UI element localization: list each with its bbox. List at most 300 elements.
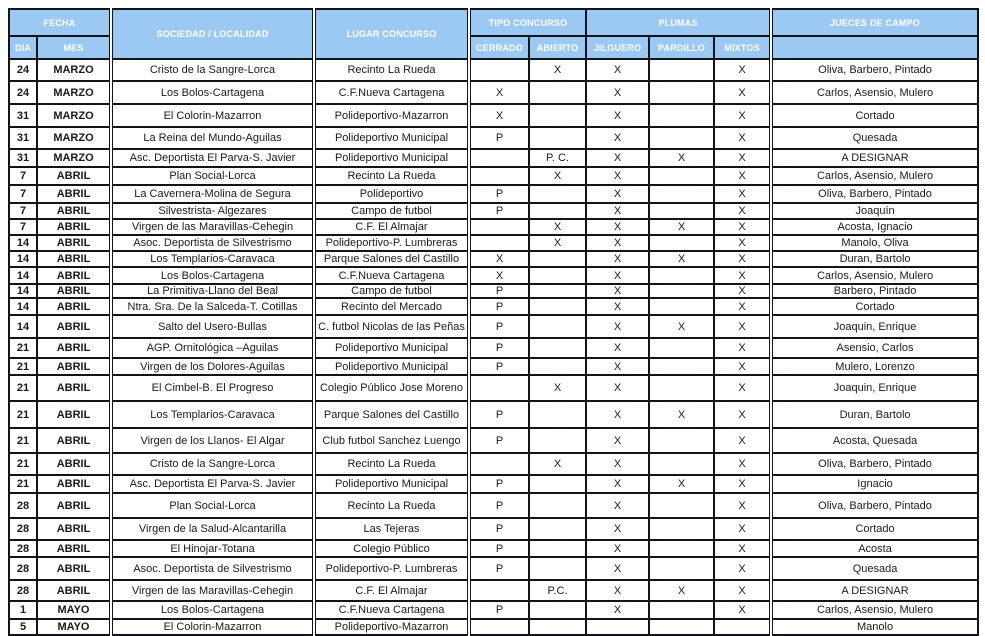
table-row [9, 493, 978, 518]
cell-cerrado [469, 235, 529, 251]
table-row [9, 298, 978, 315]
cell-mes: MARZO [37, 104, 111, 127]
cell-pardillo [649, 81, 714, 104]
cell-jilguero: X [586, 540, 649, 557]
table-row [9, 518, 978, 540]
cell-mixtos: X [714, 493, 771, 518]
cell-cerrado: P [469, 518, 529, 540]
cell-abierto [529, 493, 586, 518]
cell-cerrado: X [469, 267, 529, 284]
cell-pardillo [649, 619, 714, 635]
cell-mes: MARZO [37, 127, 111, 149]
cell-cerrado: P [469, 475, 529, 493]
cell-mes: ABRIL [37, 251, 111, 267]
cell-cerrado: P [469, 203, 529, 219]
cell-jueces: Mulero, Lorenzo [771, 358, 978, 375]
cell-mixtos: X [714, 127, 771, 149]
cell-dia: 14 [9, 267, 37, 284]
cell-abierto [529, 127, 586, 149]
table-row [9, 557, 978, 580]
cell-lugar: Polideportivo-Mazarron [314, 104, 469, 127]
cell-jilguero: X [586, 601, 649, 619]
cell-mes: ABRIL [37, 315, 111, 338]
cell-dia: 24 [9, 59, 37, 81]
cell-lugar: Las Tejeras [314, 518, 469, 540]
cell-cerrado [469, 375, 529, 401]
cell-abierto [529, 315, 586, 338]
cell-abierto [529, 540, 586, 557]
cell-dia: 7 [9, 167, 37, 185]
cell-lugar: Polideportivo-P. Lumbreras [314, 235, 469, 251]
cell-cerrado [469, 167, 529, 185]
cell-abierto [529, 81, 586, 104]
table-row [9, 619, 978, 635]
cell-jueces: Acosta, Quesada [771, 428, 978, 453]
cell-cerrado: P [469, 127, 529, 149]
cell-pardillo [649, 284, 714, 298]
cell-jueces: Ignacio [771, 475, 978, 493]
cell-jilguero: X [586, 428, 649, 453]
header-group-row [9, 9, 978, 36]
cell-sociedad: El Cimbel-B. El Progreso [111, 375, 314, 401]
cell-dia: 28 [9, 540, 37, 557]
cell-pardillo [649, 338, 714, 358]
cell-jueces: Quesada [771, 127, 978, 149]
cell-mixtos: X [714, 601, 771, 619]
cell-jilguero [586, 619, 649, 635]
cell-jueces: Oliva, Barbero, Pintado [771, 185, 978, 203]
cell-abierto [529, 401, 586, 428]
cell-jueces: Cortado [771, 104, 978, 127]
cell-abierto: X [529, 235, 586, 251]
contest-schedule-table [8, 8, 979, 636]
cell-pardillo [649, 59, 714, 81]
cell-sociedad: Plan Social-Lorca [111, 493, 314, 518]
cell-pardillo [649, 235, 714, 251]
cell-lugar: Polideportivo Municipal [314, 358, 469, 375]
header-mes: MES [37, 36, 111, 59]
cell-sociedad: Silvestrista- Algezares [111, 203, 314, 219]
cell-sociedad: Asc. Deportista El Parva-S. Javier [111, 475, 314, 493]
cell-lugar: C.F.Nueva Cartagena [314, 267, 469, 284]
cell-mixtos: X [714, 267, 771, 284]
cell-abierto [529, 557, 586, 580]
cell-dia: 14 [9, 284, 37, 298]
cell-jilguero: X [586, 59, 649, 81]
cell-sociedad: Virgen de los Dolores-Aguilas [111, 358, 314, 375]
cell-abierto [529, 518, 586, 540]
cell-jilguero: X [586, 518, 649, 540]
table-row [9, 127, 978, 149]
cell-dia: 31 [9, 149, 37, 167]
cell-jueces: Duran, Bartolo [771, 251, 978, 267]
cell-sociedad: El Colorin-Mazarron [111, 619, 314, 635]
table-row [9, 338, 978, 358]
cell-abierto [529, 338, 586, 358]
cell-mes: ABRIL [37, 267, 111, 284]
cell-jilguero: X [586, 284, 649, 298]
cell-jueces: A DESIGNAR [771, 580, 978, 601]
cell-dia: 31 [9, 127, 37, 149]
cell-mixtos: X [714, 284, 771, 298]
cell-pardillo [649, 601, 714, 619]
cell-sociedad: Ntra. Sra. De la Salceda-T. Cotillas [111, 298, 314, 315]
table-row [9, 601, 978, 619]
cell-jilguero: X [586, 127, 649, 149]
cell-abierto [529, 185, 586, 203]
cell-cerrado [469, 619, 529, 635]
cell-jueces: Asensio, Carlos [771, 338, 978, 358]
table-row [9, 401, 978, 428]
cell-pardillo [649, 375, 714, 401]
cell-jilguero: X [586, 167, 649, 185]
table-row [9, 185, 978, 203]
cell-jilguero: X [586, 315, 649, 338]
cell-mes: MARZO [37, 59, 111, 81]
cell-jueces: Carlos, Asensio, Mulero [771, 601, 978, 619]
cell-lugar: Recinto La Rueda [314, 59, 469, 81]
cell-abierto: X [529, 59, 586, 81]
cell-mes: ABRIL [37, 518, 111, 540]
cell-lugar: Polideportivo Municipal [314, 475, 469, 493]
cell-lugar: Campo de futbol [314, 203, 469, 219]
cell-mes: ABRIL [37, 298, 111, 315]
cell-jueces: Oliva, Barbero, Pintado [771, 493, 978, 518]
cell-cerrado: P [469, 284, 529, 298]
cell-jilguero: X [586, 149, 649, 167]
cell-pardillo [649, 453, 714, 475]
cell-mixtos: X [714, 59, 771, 81]
cell-lugar: C.F. El Almajar [314, 219, 469, 235]
cell-mixtos: X [714, 401, 771, 428]
cell-mixtos: X [714, 428, 771, 453]
cell-jueces: A DESIGNAR [771, 149, 978, 167]
cell-dia: 7 [9, 185, 37, 203]
cell-dia: 28 [9, 580, 37, 601]
cell-cerrado [469, 453, 529, 475]
cell-lugar: Polideportivo-Mazarron [314, 619, 469, 635]
cell-dia: 1 [9, 601, 37, 619]
cell-abierto: X [529, 453, 586, 475]
cell-dia: 21 [9, 358, 37, 375]
cell-jueces: Acosta [771, 540, 978, 557]
cell-mes: ABRIL [37, 453, 111, 475]
header-tipo-concurso: TIPO CONCURSO [469, 9, 586, 36]
table-row [9, 375, 978, 401]
cell-cerrado: P [469, 557, 529, 580]
cell-mes: MAYO [37, 601, 111, 619]
cell-sociedad: Virgen de la Salud-Alcantarilla [111, 518, 314, 540]
cell-mes: ABRIL [37, 219, 111, 235]
cell-lugar: C.F. El Almajar [314, 580, 469, 601]
cell-jueces: Duran, Bartolo [771, 401, 978, 428]
cell-pardillo: X [649, 149, 714, 167]
cell-jilguero: X [586, 251, 649, 267]
cell-jueces: Carlos, Asensio, Mulero [771, 167, 978, 185]
table-row [9, 104, 978, 127]
cell-jueces: Oliva, Barbero, Pintado [771, 453, 978, 475]
cell-jueces: Quesada [771, 557, 978, 580]
cell-lugar: C. futbol Nicolas de las Peñas [314, 315, 469, 338]
cell-jueces: Manolo [771, 619, 978, 635]
header-mixtos: MIXTOS [714, 36, 771, 59]
cell-jilguero: X [586, 493, 649, 518]
cell-cerrado [469, 580, 529, 601]
cell-pardillo: X [649, 475, 714, 493]
table-row [9, 284, 978, 298]
table-row [9, 167, 978, 185]
cell-jueces: Joaquín [771, 203, 978, 219]
cell-mixtos: X [714, 167, 771, 185]
cell-jilguero: X [586, 375, 649, 401]
cell-jilguero: X [586, 219, 649, 235]
cell-abierto: X [529, 219, 586, 235]
cell-jueces: Carlos, Asensio, Mulero [771, 81, 978, 104]
cell-mes: ABRIL [37, 284, 111, 298]
cell-jueces: Carlos, Asensio, Mulero [771, 267, 978, 284]
cell-abierto [529, 104, 586, 127]
cell-dia: 5 [9, 619, 37, 635]
cell-mixtos: X [714, 338, 771, 358]
cell-dia: 21 [9, 428, 37, 453]
cell-pardillo [649, 557, 714, 580]
table-body [9, 59, 978, 635]
cell-jilguero: X [586, 557, 649, 580]
cell-cerrado: P [469, 315, 529, 338]
cell-dia: 7 [9, 203, 37, 219]
cell-lugar: Polideportivo Municipal [314, 338, 469, 358]
cell-lugar: Recinto del Mercado [314, 298, 469, 315]
header-pardillo: PARDILLO [649, 36, 714, 59]
cell-abierto: P.C. [529, 580, 586, 601]
header-plumas: PLUMAS [586, 9, 771, 36]
cell-jueces: Acosta, Ignacio [771, 219, 978, 235]
table-row [9, 540, 978, 557]
cell-pardillo [649, 127, 714, 149]
cell-pardillo: X [649, 580, 714, 601]
header-jueces-sub-empty [771, 36, 978, 59]
table-row [9, 203, 978, 219]
cell-cerrado [469, 149, 529, 167]
cell-mes: MARZO [37, 81, 111, 104]
cell-lugar: Parque Salones del Castillo [314, 401, 469, 428]
cell-sociedad: Virgen de los Llanos- El Algar [111, 428, 314, 453]
cell-lugar: Parque Salones del Castillo [314, 251, 469, 267]
cell-pardillo [649, 518, 714, 540]
cell-dia: 28 [9, 518, 37, 540]
cell-pardillo [649, 493, 714, 518]
cell-cerrado: P [469, 338, 529, 358]
cell-sociedad: El Colorin-Mazarron [111, 104, 314, 127]
cell-sociedad: Cristo de la Sangre-Lorca [111, 453, 314, 475]
cell-lugar: Colegio Público [314, 540, 469, 557]
cell-cerrado [469, 219, 529, 235]
cell-pardillo [649, 203, 714, 219]
cell-mixtos: X [714, 149, 771, 167]
cell-mixtos: X [714, 185, 771, 203]
cell-jilguero: X [586, 185, 649, 203]
cell-abierto [529, 619, 586, 635]
header-sociedad-localidad: SOCIEDAD / LOCALIDAD [111, 9, 314, 59]
cell-pardillo [649, 104, 714, 127]
cell-sociedad: El Hinojar-Totana [111, 540, 314, 557]
cell-jilguero: X [586, 104, 649, 127]
cell-dia: 14 [9, 251, 37, 267]
cell-lugar: Club futbol Sanchez Luengo [314, 428, 469, 453]
cell-mes: ABRIL [37, 358, 111, 375]
cell-lugar: Polideportivo [314, 185, 469, 203]
cell-sociedad: Cristo de la Sangre-Lorca [111, 59, 314, 81]
cell-mes: ABRIL [37, 428, 111, 453]
cell-dia: 21 [9, 453, 37, 475]
header-lugar-concurso: LUGAR CONCURSO [314, 9, 469, 59]
cell-lugar: Colegio Público Jose Moreno [314, 375, 469, 401]
cell-pardillo [649, 167, 714, 185]
cell-jueces: Barbero, Pintado [771, 284, 978, 298]
cell-mes: ABRIL [37, 167, 111, 185]
cell-jilguero: X [586, 580, 649, 601]
cell-mes: ABRIL [37, 375, 111, 401]
table-row [9, 267, 978, 284]
cell-jilguero: X [586, 81, 649, 104]
cell-jilguero: X [586, 203, 649, 219]
cell-jilguero: X [586, 453, 649, 475]
cell-mixtos: X [714, 203, 771, 219]
cell-cerrado [469, 59, 529, 81]
cell-dia: 7 [9, 219, 37, 235]
cell-mixtos: X [714, 315, 771, 338]
cell-mixtos: X [714, 104, 771, 127]
cell-mixtos: X [714, 358, 771, 375]
cell-pardillo [649, 540, 714, 557]
cell-cerrado: P [469, 601, 529, 619]
cell-mes: ABRIL [37, 203, 111, 219]
cell-sociedad: Salto del Usero-Bullas [111, 315, 314, 338]
cell-mixtos: X [714, 475, 771, 493]
cell-mes: ABRIL [37, 401, 111, 428]
cell-cerrado: X [469, 81, 529, 104]
cell-sociedad: AGP. Ornitológica –Aguilas [111, 338, 314, 358]
cell-lugar: Polideportivo Municipal [314, 149, 469, 167]
table-row [9, 475, 978, 493]
cell-jilguero: X [586, 401, 649, 428]
cell-mixtos: X [714, 453, 771, 475]
cell-pardillo [649, 358, 714, 375]
cell-dia: 14 [9, 315, 37, 338]
header-jueces-de-campo: JUECES DE CAMPO [771, 9, 978, 36]
cell-abierto [529, 284, 586, 298]
cell-jueces: Cortado [771, 298, 978, 315]
cell-jueces: Cortado [771, 518, 978, 540]
cell-dia: 14 [9, 298, 37, 315]
cell-dia: 21 [9, 475, 37, 493]
cell-lugar: Polideportivo-P. Lumbreras [314, 557, 469, 580]
table-row [9, 358, 978, 375]
cell-jilguero: X [586, 358, 649, 375]
cell-cerrado: P [469, 298, 529, 315]
cell-sociedad: Asoc. Deportista de Silvestrismo [111, 235, 314, 251]
cell-abierto [529, 358, 586, 375]
cell-jueces: Oliva, Barbero, Pintado [771, 59, 978, 81]
cell-lugar: Polideportivo Municipal [314, 127, 469, 149]
cell-cerrado: P [469, 493, 529, 518]
cell-cerrado: X [469, 104, 529, 127]
cell-dia: 31 [9, 104, 37, 127]
cell-mixtos: X [714, 540, 771, 557]
cell-jueces: Manolo, Oliva [771, 235, 978, 251]
cell-lugar: Recinto La Rueda [314, 453, 469, 475]
cell-pardillo [649, 267, 714, 284]
cell-sociedad: Los Bolos-Cartagena [111, 601, 314, 619]
cell-mixtos: X [714, 219, 771, 235]
table-row [9, 59, 978, 81]
cell-pardillo: X [649, 401, 714, 428]
cell-abierto: P. C. [529, 149, 586, 167]
cell-pardillo [649, 185, 714, 203]
cell-abierto [529, 475, 586, 493]
table-row [9, 251, 978, 267]
cell-abierto [529, 267, 586, 284]
cell-dia: 21 [9, 338, 37, 358]
cell-mixtos: X [714, 518, 771, 540]
cell-jilguero: X [586, 235, 649, 251]
table-row [9, 149, 978, 167]
table-row [9, 428, 978, 453]
cell-jilguero: X [586, 475, 649, 493]
cell-sociedad: Los Templarios-Caravaca [111, 401, 314, 428]
cell-abierto: X [529, 167, 586, 185]
cell-mes: ABRIL [37, 475, 111, 493]
table-row [9, 453, 978, 475]
cell-pardillo: X [649, 251, 714, 267]
cell-lugar: Recinto La Rueda [314, 167, 469, 185]
cell-cerrado: P [469, 540, 529, 557]
cell-lugar: Campo de futbol [314, 284, 469, 298]
cell-mes: ABRIL [37, 235, 111, 251]
cell-sociedad: La Cavernera-Molina de Segura [111, 185, 314, 203]
cell-dia: 21 [9, 401, 37, 428]
cell-sociedad: Plan Social-Lorca [111, 167, 314, 185]
cell-mes: MAYO [37, 619, 111, 635]
cell-mixtos: X [714, 580, 771, 601]
cell-dia: 24 [9, 81, 37, 104]
cell-pardillo [649, 428, 714, 453]
cell-pardillo: X [649, 219, 714, 235]
cell-sociedad: Virgen de las Maravillas-Cehegin [111, 219, 314, 235]
cell-sociedad: Virgen de las Maravillas-Cehegin [111, 580, 314, 601]
cell-lugar: C.F.Nueva Cartagena [314, 81, 469, 104]
table-row [9, 81, 978, 104]
cell-pardillo: X [649, 315, 714, 338]
table-row [9, 315, 978, 338]
cell-abierto: X [529, 375, 586, 401]
cell-abierto [529, 298, 586, 315]
cell-mixtos: X [714, 235, 771, 251]
header-abierto: ABIERTO [529, 36, 586, 59]
cell-sociedad: Los Bolos-Cartagena [111, 81, 314, 104]
cell-abierto [529, 203, 586, 219]
header-dia: DIA [9, 36, 37, 59]
cell-sociedad: Los Bolos-Cartagena [111, 267, 314, 284]
cell-jilguero: X [586, 338, 649, 358]
cell-sociedad: La Reina del Mundo-Aguilas [111, 127, 314, 149]
cell-dia: 21 [9, 375, 37, 401]
header-cerrado: CERRADO [469, 36, 529, 59]
cell-cerrado: P [469, 401, 529, 428]
cell-jueces: Joaquin, Enrique [771, 315, 978, 338]
cell-cerrado: P [469, 358, 529, 375]
cell-abierto [529, 251, 586, 267]
